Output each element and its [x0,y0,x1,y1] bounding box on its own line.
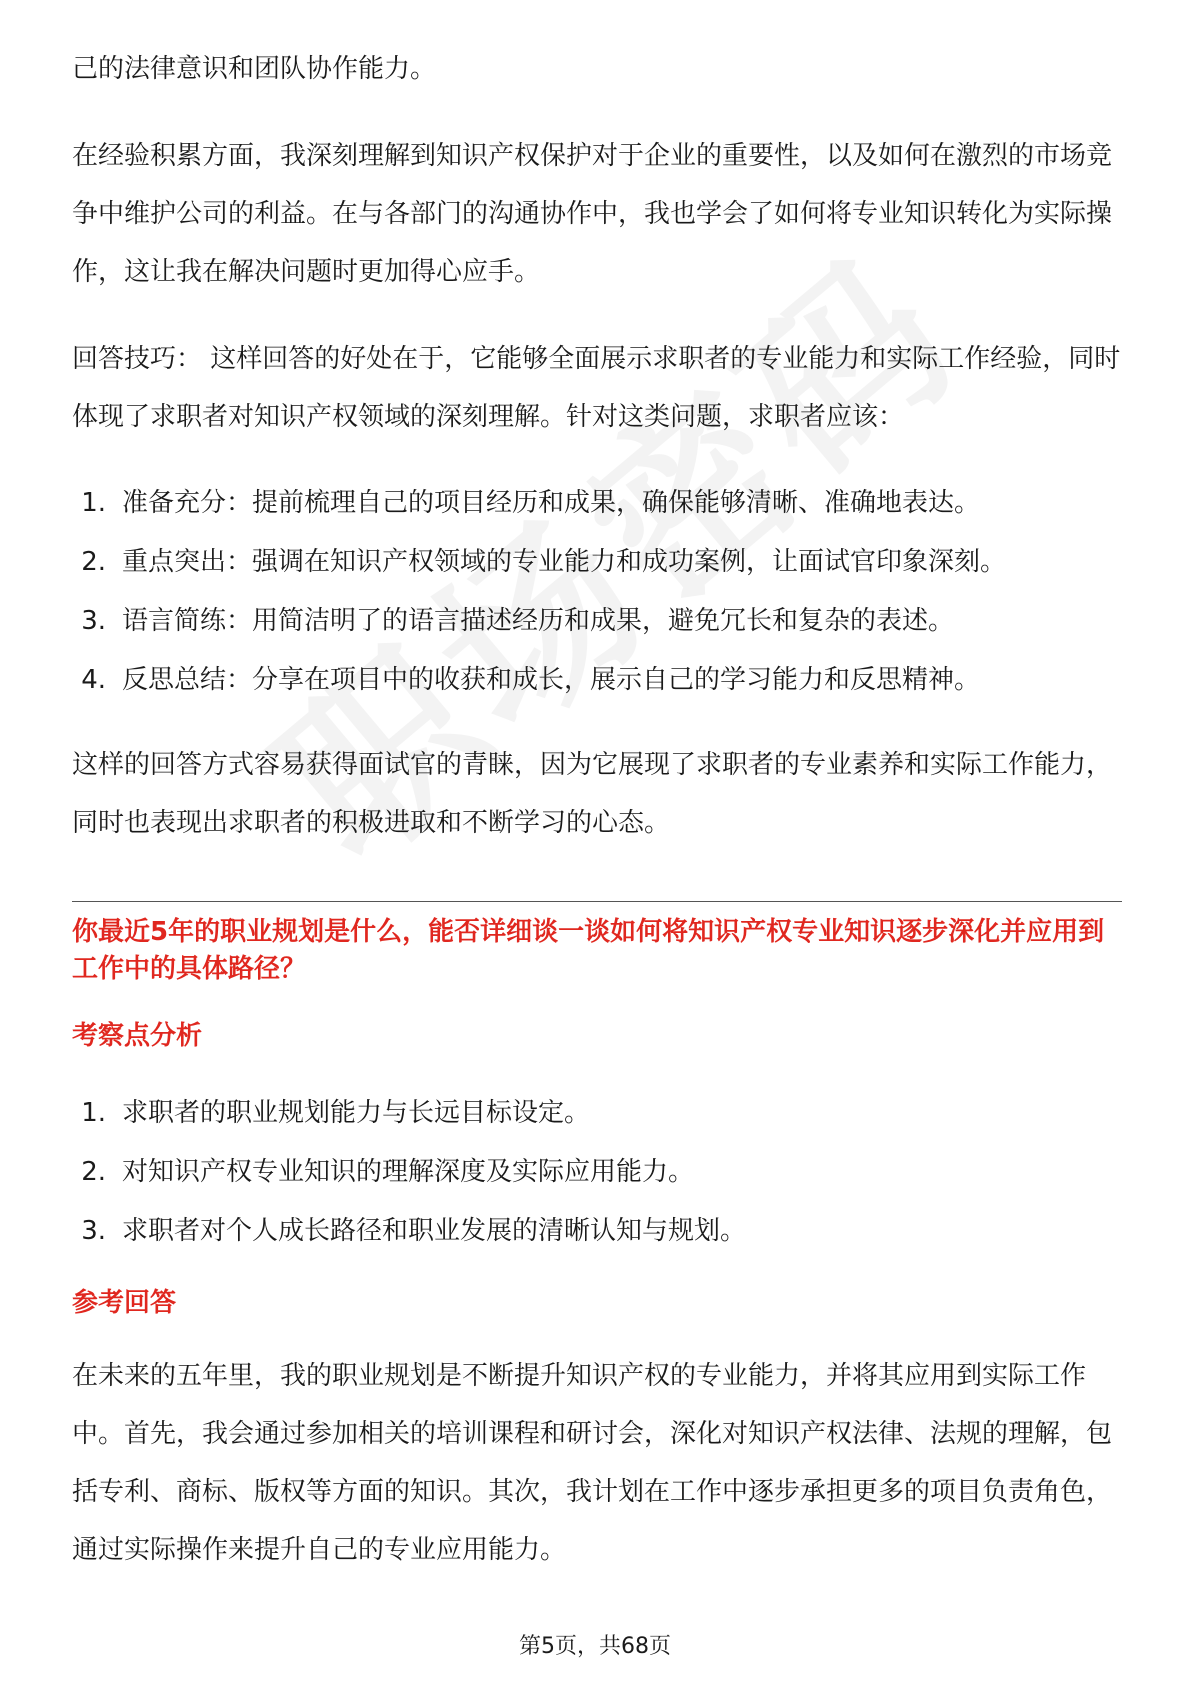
answer-heading: 参考回答 [72,1288,177,1318]
list-text: 对知识产权专业知识的理解深度及实际应用能力。 [122,1157,695,1187]
paragraph-reference-answer: 在未来的五年里，我的职业规划是不断提升知识产权的专业能力，并将其应用到实际工作中。首先，我会通过参加相关的培训课程和研讨会，深化对知识产权法律、法规的理解，包括专利、商标、版权等方面的知识。其次，我计划在工作中逐步承担更多的项目负责角色，通过实际操作来提升自己的专业应用能力。 [72,1361,1113,1565]
paragraph-continuation: 己的法律意识和团队协作能力。 [72,54,437,84]
analysis-list [72,1084,1122,1261]
list-number: 2. [81,547,106,577]
list-text: 求职者对个人成长路径和职业发展的清晰认知与规划。 [122,1216,747,1246]
list-item [72,651,1122,710]
list-text: 准备充分：提前梳理自己的项目经历和成果，确保能够清晰、准确地表达。 [122,488,981,518]
paragraph-answer-tips: 回答技巧： 这样回答的好处在于，它能够全面展示求职者的专业能力和实际工作经验，同时体现了求职者对知识产权领域的深刻理解。针对这类问题，求职者应该： [72,344,1121,432]
list-item [72,474,1122,533]
list-text: 反思总结：分享在项目中的收获和成长，展示自己的学习能力和反思精神。 [122,665,981,695]
list-text: 语言简练：用简洁明了的语言描述经历和成果，避免冗长和复杂的表述。 [122,606,955,636]
list-item [72,592,1122,651]
list-number: 3. [81,606,106,636]
question-heading: 你最近5年的职业规划是什么，能否详细谈一谈如何将知识产权专业知识逐步深化并应用到工作中的具体路径？ [72,917,1105,984]
list-text: 求职者的职业规划能力与长远目标设定。 [122,1098,591,1128]
list-text: 重点突出：强调在知识产权领域的专业能力和成功案例，让面试官印象深刻。 [122,547,1007,577]
list-number: 1. [81,1098,106,1128]
section-divider [72,901,1122,902]
paragraph-experience: 在经验积累方面，我深刻理解到知识产权保护对于企业的重要性，以及如何在激烈的市场竞争中维护公司的利益。在与各部门的沟通协作中，我也学会了如何将专业知识转化为实际操作，这让我在解决问题时更加得心应手。 [72,141,1113,287]
list-item [72,1143,1122,1202]
list-item [72,1084,1122,1143]
paragraph-summary: 这样的回答方式容易获得面试官的青睐，因为它展现了求职者的专业素养和实际工作能力，同时也表现出求职者的积极进取和不断学习的心态。 [72,750,1113,838]
analysis-heading: 考察点分析 [72,1021,203,1051]
list-number: 1. [81,488,106,518]
page-number: 第5页，共68页 [519,1634,671,1659]
list-item [72,1202,1122,1261]
list-item [72,533,1122,592]
tips-list [72,474,1122,710]
list-number: 3. [81,1216,106,1246]
list-number: 2. [81,1157,106,1187]
list-number: 4. [81,665,106,695]
